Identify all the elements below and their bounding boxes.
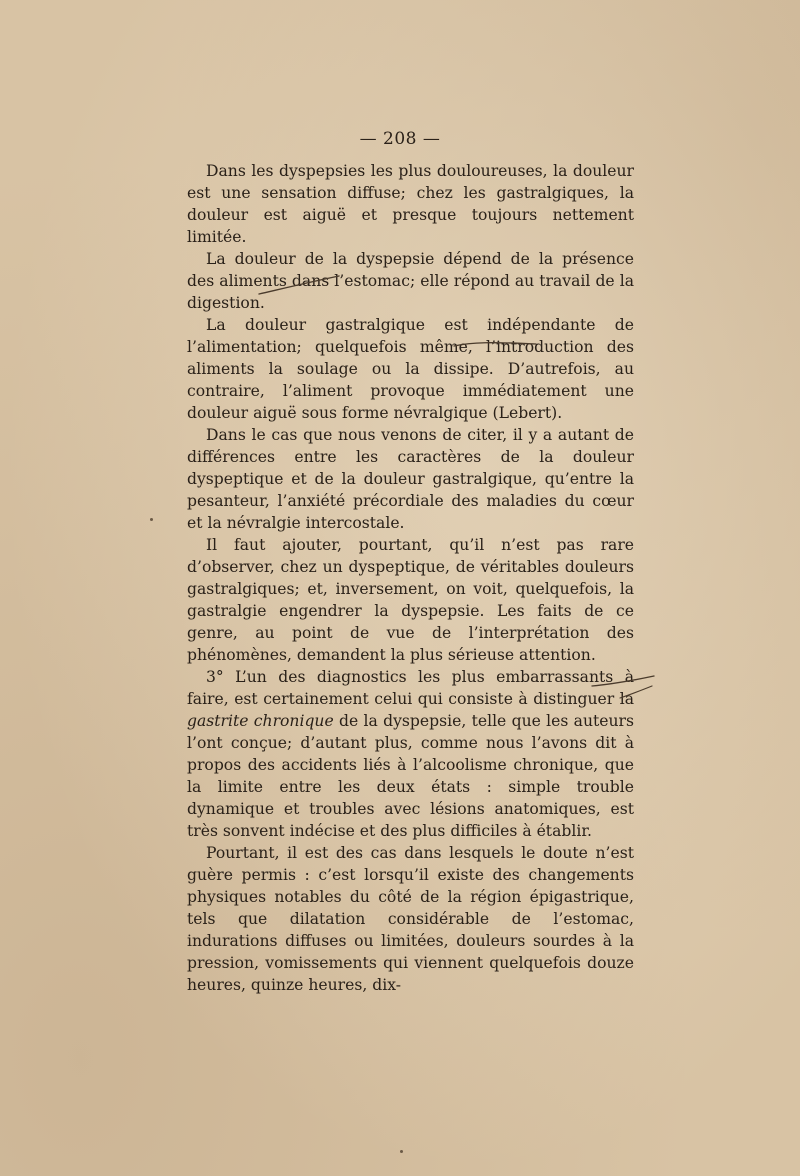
italic-term-gastrite-chronique: gastrite chronique: [187, 712, 334, 730]
paragraph-diagnostic-gastrite-start: 3° L’un des diagnostics les plus embarrassants à faire, est certainement celui qui consiste à distinguer la: [187, 668, 634, 708]
margin-dot-left: [150, 518, 153, 521]
paragraph-diagnostic-gastrite: [187, 666, 634, 842]
page-number: — 208 —: [359, 129, 441, 149]
paragraph-douleur-dyspepsie-aliments: La douleur de la dyspepsie dépend de la présence des aliments dans l’estomac; elle répond au travail de la digestion.: [187, 250, 634, 312]
paragraph-faut-ajouter: Il faut ajouter, pourtant, qu’il n’est pas rare d’observer, chez un dyspeptique, de véritables douleurs gastralgiques; et, inversement, on voit, quelquefois, la gastralgie engendrer la dyspepsie. Les faits de ce genre, au point de vue de l’interprétation des phénomènes, demandent la plus sérieuse attention.: [187, 536, 634, 664]
margin-dot-bottom: [400, 1150, 403, 1153]
paragraph-pourtant-doute: Pourtant, il est des cas dans lesquels le doute n’est guère permis : c’est lorsqu’il existe des changements physiques notables du côté de la région épigastrique, tels que dilatation considérable de l’estomac, indurations diffuses ou limitées, douleurs sourdes à la pression, vomissements qui viennent quelquefois douze heures, quinze heures, dix-: [187, 844, 634, 994]
paragraph-diagnostic-gastrite-end: de la dyspepsie, telle que les auteurs l’ont conçue; d’autant plus, comme nous l’avons dit à propos des accidents liés à l’alcoolisme chronique, que la limite entre les deux états : simple trouble dynamique et troubles avec lésions anatomiques, est très sonvent indécise et des plus difficiles à établir.: [187, 712, 635, 840]
paragraph-differences-douleurs: Dans le cas que nous venons de citer, il y a autant de différences entre les caractères de la douleur dyspeptique et de la douleur gastralgique, qu’entre la pesanteur, l’anxiété précordiale des maladies du cœur et la névralgie intercostale.: [187, 426, 634, 532]
paragraph-dyspepsie-douleur-diffuse: Dans les dyspepsies les plus douloureuses, la douleur est une sensation diffuse; chez les gastralgiques, la douleur est aiguë et presque toujours nettement limitée.: [187, 162, 634, 246]
body-text: [187, 160, 634, 996]
paragraph-douleur-gastralgique: La douleur gastralgique est indépendante de l’alimentation; quelquefois même, l’introduction des aliments la soulage ou la dissipe. D’autrefois, au contraire, l’aliment provoque immédiatement une douleur aiguë sous forme névralgique (Lebert).: [187, 316, 634, 422]
